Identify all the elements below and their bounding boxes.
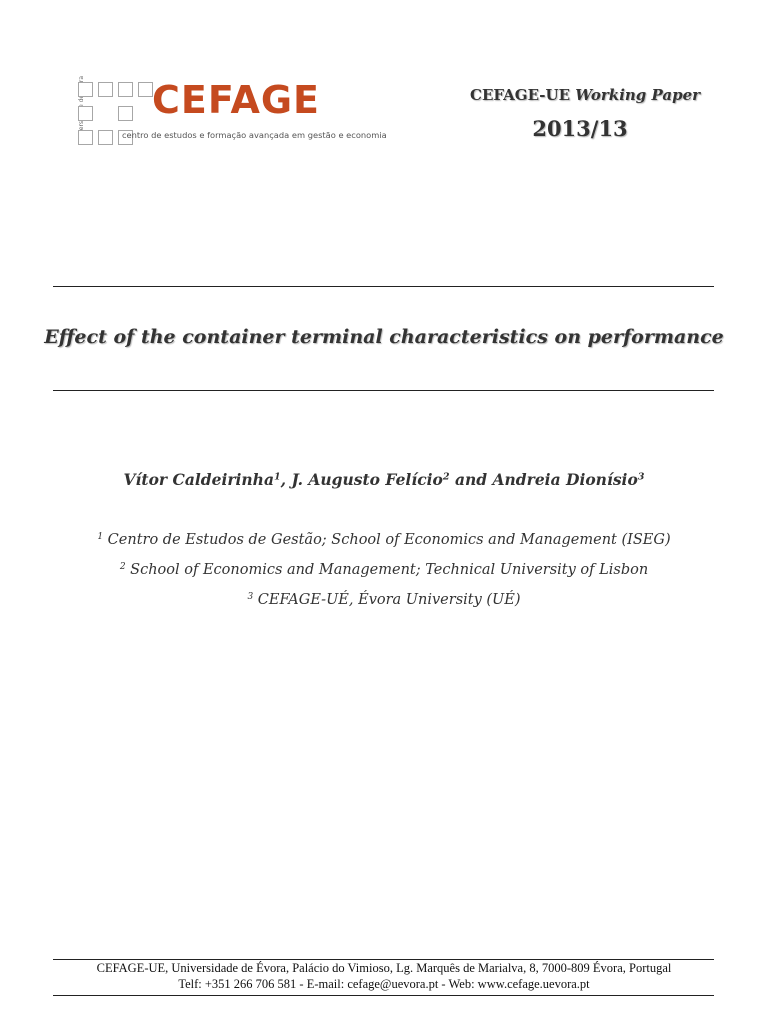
logo-subtitle: centro de estudos e formação avançada em gestão e economia — [122, 130, 387, 140]
author-name: J. Augusto Felício — [291, 470, 443, 489]
title-bottom-rule — [53, 390, 714, 391]
author-list: Vítor Caldeirinha$^1$, J. Augusto Felício$^2$ and Andreia Dionísio$^3$ — [123, 470, 645, 489]
affiliation-3: $^3$ CEFAGE-UÉ, Évora University (UÉ) — [247, 592, 521, 608]
author-name: Vítor Caldeirinha — [123, 470, 274, 489]
working-paper-label: CEFAGE-UE Working Paper — [470, 86, 701, 104]
author-name: Andreia Dionísio — [492, 470, 638, 489]
logo-wordmark: CEFAGE — [152, 78, 321, 122]
footer-address: CEFAGE-UE, Universidade de Évora, Palácio do Vimioso, Lg. Marquês de Marialva, 8, 7000-809 Évora, Portugal — [96, 961, 672, 975]
footer-contact: Telf: +351 266 706 581 - E-mail: cefage@uevora.pt - Web: www.cefage.uevora.pt — [178, 977, 590, 991]
footer-top-rule — [53, 959, 714, 960]
title-top-rule — [53, 286, 714, 287]
footer-bottom-rule — [53, 995, 714, 996]
working-paper-number: 2013/13 — [532, 116, 628, 141]
affiliation-2: $^2$ School of Economics and Management; Technical University of Lisbon — [119, 562, 649, 578]
affiliation-1: $^1$ Centro de Estudos de Gestão; School of Economics and Management (ISEG) — [97, 532, 671, 548]
paper-title: Effect of the container terminal characteristics on performance — [44, 326, 724, 348]
cefage-logo — [64, 78, 387, 150]
